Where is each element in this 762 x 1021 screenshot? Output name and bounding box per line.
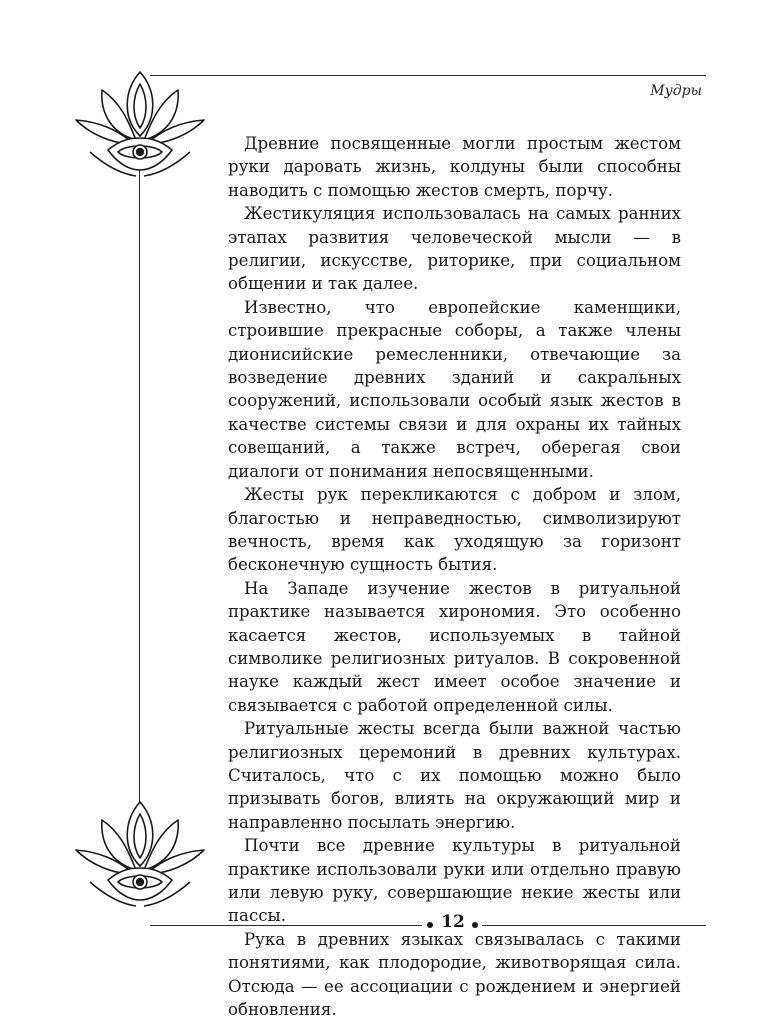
paragraph: Жесты рук перекликаются с добром и злом, благостью и неправедностью, символизируют вечность, время как уходящую за горизонт бесконечную сущность бытия. — [228, 485, 681, 575]
footer-dot — [427, 922, 433, 928]
lotus-eye-icon — [72, 798, 208, 916]
lotus-eye-icon — [72, 68, 208, 186]
paragraph: Ритуальные жесты всегда были важной частью религиозных церемоний в древних культурах. Считалось, что с их помощью можно было призывать богов, влиять на окружающий мир и направленно посылать энергию. — [228, 719, 681, 832]
header-rule — [150, 75, 706, 76]
paragraph: На Западе изучение жестов в ритуальной практике называется хирономия. Это особенно касается жестов, используемых в тайной символике религиозных ритуалов. В сокровенной науке каждый жест имеет особое значение и связывается с работой определенной силы. — [228, 578, 681, 715]
footer-dot — [472, 922, 478, 928]
footer-rule-right — [482, 925, 706, 926]
running-head: Мудры — [650, 83, 702, 99]
paragraph: Жестикуляция использовалась на самых ранних этапах развития человеческой мысли — в религии, искусстве, риторике, при социальном общении и так далее. — [228, 204, 681, 294]
paragraph: Почти все древние культуры в ритуальной практике использовали руки или отдельно правую или левую руку, совершающие некие жесты или пассы. — [228, 836, 681, 926]
paragraph: Рука в древних языках связывалась с такими понятиями, как плодородие, животворящая сила. Отсюда — ее ассоциации с рождением и энергией обновления. — [228, 929, 681, 1020]
paragraph: Древние посвященные могли простым жестом руки даровать жизнь, колдуны были способны наводить с помощью жестов смерть, порчу. — [228, 134, 681, 200]
page-number: 12 — [441, 912, 465, 932]
body-text — [228, 132, 681, 1021]
vertical-rule — [139, 152, 140, 814]
paragraph: Известно, что европейские каменщики, строившие прекрасные соборы, а также члены дионисийские ремесленники, отвечающие за возведение древних зданий и сакральных сооружений, использовали особый язык жестов в качестве системы связи и для охраны их тайных совещаний, а также встреч, оберегая свои диалоги от понимания непосвященными. — [228, 297, 681, 481]
footer-rule-left — [150, 925, 422, 926]
